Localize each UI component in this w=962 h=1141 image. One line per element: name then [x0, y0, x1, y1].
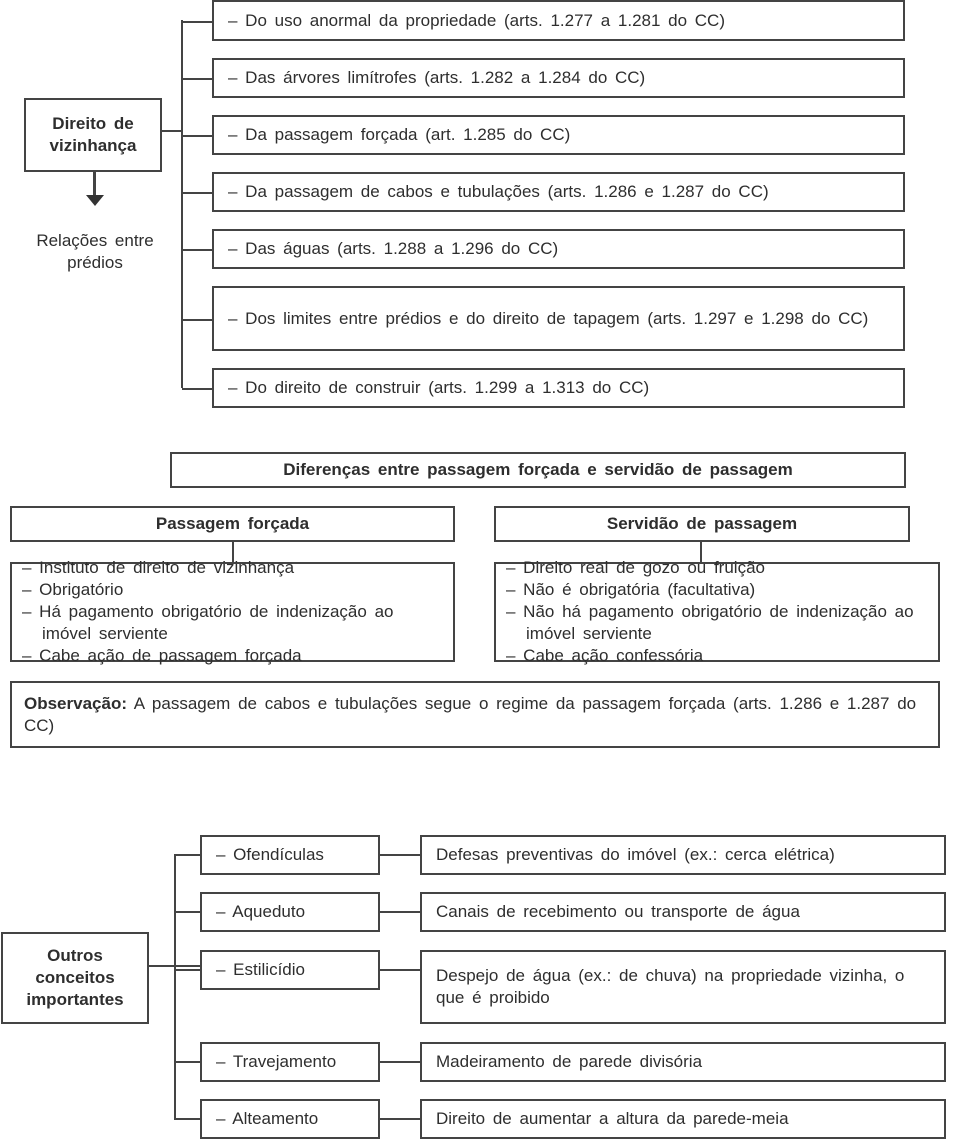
connector [182, 21, 212, 23]
term-box [200, 1042, 380, 1082]
list-item: – Cabe ação confessória [506, 646, 704, 665]
direito-vizinhanca-label: Direito de vizinhança [49, 114, 137, 155]
connector [182, 319, 212, 321]
connector [175, 854, 200, 856]
connector [162, 130, 182, 132]
term-box [200, 950, 380, 990]
definition-box-text: Defesas preventivas do imóvel (ex.: cerca elétrica) [436, 845, 835, 864]
arrow-shaft [93, 172, 96, 196]
definition-box [420, 1099, 946, 1139]
outros-conceitos-label: Outros conceitos importantes [26, 946, 124, 1009]
list-item: – Instituto de direito de vizinhança [22, 558, 295, 577]
connector [175, 1118, 200, 1120]
term-box-text: – Alteamento [216, 1109, 319, 1128]
differences-title [170, 452, 906, 488]
vizinhanca-item [212, 229, 905, 269]
connector [175, 1061, 200, 1063]
connector [380, 911, 420, 913]
definition-box [420, 1042, 946, 1082]
list-item: – Cabe ação de passagem forçada [22, 646, 302, 665]
term-box-text: – Ofendículas [216, 845, 324, 864]
connector [380, 854, 420, 856]
vizinhanca-item-text: – Do direito de construir (arts. 1.299 a 1.313 do CC) [228, 378, 650, 397]
connector [182, 78, 212, 80]
vizinhanca-item-text: – Do uso anormal da propriedade (arts. 1.277 a 1.281 do CC) [228, 10, 725, 30]
vizinhanca-item [212, 58, 905, 98]
connector [380, 1061, 420, 1063]
definition-box-text: Despejo de água (ex.: de chuva) na propriedade vizinha, o que é proibido [436, 966, 905, 1007]
connector [182, 192, 212, 194]
list-item: – Não há pagamento obrigatório de indenização ao imóvel serviente [506, 602, 914, 643]
vizinhanca-item-text: – Da passagem de cabos e tubulações (arts. 1.286 e 1.287 do CC) [228, 182, 769, 201]
definition-box-text: Madeiramento de parede divisória [436, 1052, 703, 1071]
connector [380, 969, 420, 971]
relacoes-label: Relações entre prédios [36, 231, 154, 272]
term-box [200, 1099, 380, 1139]
servidao-list [494, 558, 940, 665]
list-item: – Obrigatório [22, 580, 124, 599]
connector [175, 969, 200, 971]
term-box [200, 892, 380, 932]
heading-text: Servidão de passagem [606, 514, 798, 533]
passagem-forcada-heading [10, 506, 455, 542]
arrow-down-icon [86, 195, 104, 206]
observacao-text: A passagem de cabos e tubulações segue o regime da passagem forçada (arts. 1.286 e 1.287 do CC) [24, 693, 917, 735]
connector [380, 1118, 420, 1120]
vizinhanca-item [212, 286, 905, 351]
observacao-box [10, 681, 940, 748]
vizinhanca-item-text: – Das árvores limítrofes (arts. 1.282 a 1.284 do CC) [228, 68, 646, 87]
definition-box-text: Direito de aumentar a altura da parede-meia [436, 1109, 789, 1128]
vizinhanca-item [212, 172, 905, 212]
term-box-text: – Travejamento [216, 1052, 337, 1071]
heading-text: Passagem forçada [155, 514, 310, 533]
vizinhanca-item-text: – Da passagem forçada (art. 1.285 do CC) [228, 125, 571, 144]
term-box [200, 835, 380, 875]
term-box-text: – Aqueduto [216, 902, 306, 921]
definition-box-text: Canais de recebimento ou transporte de água [436, 902, 800, 921]
outros-conceitos-box [1, 932, 149, 1024]
list-item: – Não é obrigatória (facultativa) [506, 580, 756, 599]
vizinhanca-item-text: – Dos limites entre prédios e do direito de tapagem (arts. 1.297 e 1.298 do CC) [228, 308, 869, 328]
connector [182, 388, 212, 390]
definition-box [420, 950, 946, 1024]
vizinhanca-item [212, 115, 905, 155]
servidao-heading [494, 506, 910, 542]
definition-box [420, 835, 946, 875]
direito-vizinhanca-box [24, 98, 162, 172]
connector [174, 854, 176, 1120]
list-item: – Direito real de gozo ou fruição [506, 558, 765, 577]
connector [182, 249, 212, 251]
differences-title-text: Diferenças entre passagem forçada e servidão de passagem [283, 460, 793, 479]
list-item: – Há pagamento obrigatório de indenização ao imóvel serviente [22, 602, 394, 643]
vizinhanca-item-text: – Das águas (arts. 1.288 a 1.296 do CC) [228, 239, 559, 258]
vizinhanca-item [212, 368, 905, 408]
connector [175, 911, 200, 913]
vizinhanca-item [212, 0, 905, 41]
definition-box [420, 892, 946, 932]
connector [181, 20, 183, 388]
passagem-forcada-list [10, 558, 455, 665]
term-box-text: – Estilicídio [216, 960, 305, 979]
observacao-label: Observação: [24, 693, 127, 713]
connector [182, 135, 212, 137]
